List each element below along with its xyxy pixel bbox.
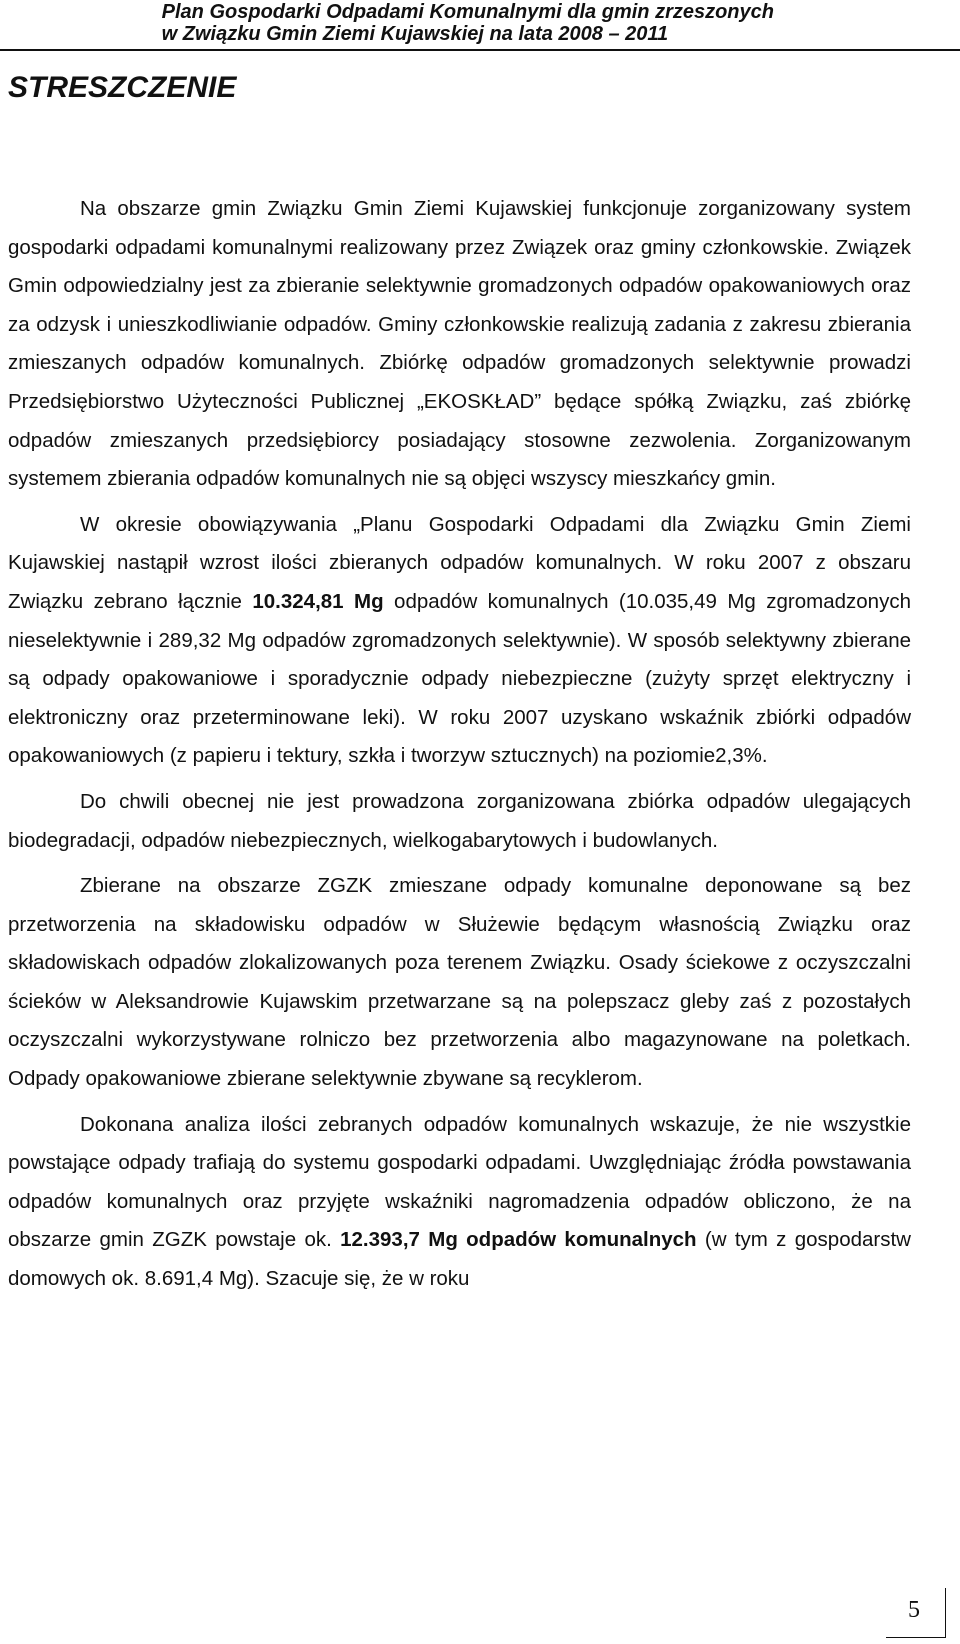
- paragraph-5-text-a: Dokonana analiza ilości zebranych odpadów komunalnych wskazuje, że nie wszystkie powstające odpady trafiają do systemu gospodarki odpadami. Uwzględniając źródła powstawania odpadów komunalnych oraz przyjęte wskaźniki nagromadzenia odpadów obliczono, że na obszarze gmin ZGZK powstaje ok.: [8, 1112, 911, 1252]
- header-rule: [0, 49, 960, 51]
- running-header: [0, 0, 960, 50]
- paragraph-4: [8, 867, 911, 1099]
- paragraph-3-text: Do chwili obecnej nie jest prowadzona zorganizowana zbiórka odpadów ulegających biodegradacji, odpadów niebezpiecznych, wielkogabarytowych i budowlanych.: [8, 789, 911, 852]
- header-title: [162, 1, 774, 45]
- paragraph-3: [8, 783, 911, 860]
- paragraph-2: [8, 506, 911, 776]
- document-body: [8, 190, 911, 1299]
- paragraph-2-text-b: odpadów komunalnych (10.035,49 Mg zgromadzonych nieselektywnie i 289,32 Mg odpadów zgromadzonych selektywnie). W sposób selektywny zbierane są odpady opakowaniowe i sporadycznie odpady niebezpieczne (zużyty sprzęt elektryczny i elektroniczny oraz przeterminowane leki). W roku 2007 uzyskano wskaźnik zbiórki odpadów opakowaniowych (z papieru i tektury, szkła i tworzyw sztucznych) na poziomie2,3%.: [8, 589, 911, 768]
- section-title: STRESZCZENIE: [8, 71, 237, 104]
- paragraph-1-text: Na obszarze gmin Związku Gmin Ziemi Kujawskiej funkcjonuje zorganizowany system gospodarki odpadami komunalnymi realizowany przez Związek oraz gminy członkowskie. Związek Gmin odpowiedzialny jest za zbieranie selektywnie gromadzonych odpadów opakowaniowych oraz za odzysk i unieszkodliwianie odpadów. Gminy członkowskie realizują zadania z zakresu zbierania zmieszanych odpadów komunalnych. Zbiórkę odpadów gromadzonych selektywnie prowadzi Przedsiębiorstwo Użyteczności Publicznej „EKOSKŁAD” będące spółką Związku, zaś zbiórkę odpadów zmieszanych przedsiębiorcy posiadający stosowne zezwolenia. Zorganizowanym systemem zbierania odpadów komunalnych nie są objęci wszyscy mieszkańcy gmin.: [8, 197, 911, 491]
- header-line-2: w Związku Gmin Ziemi Kujawskiej na lata 2008 – 2011: [161, 23, 669, 45]
- corner-rule-horizontal: [886, 1637, 946, 1638]
- paragraph-4-text: Zbierane na obszarze ZGZK zmieszane odpady komunalne deponowane są bez przetworzenia na składowisku odpadów w Służewie będącym własnością Związku oraz składowiskach odpadów zlokalizowanych poza terenem Związku. Osady ściekowe z oczyszczalni ścieków w Aleksandrowie Kujawskim przetwarzane są na polepszacz gleby zaś z pozostałych oczyszczalni wykorzystywane rolniczo bez przetworzenia albo magazynowane na poletkach. Odpady opakowaniowe zbierane selektywnie zbywane są recyklerom.: [8, 874, 911, 1091]
- header-line-1: Plan Gospodarki Odpadami Komunalnymi dla gmin zrzeszonych: [161, 1, 774, 23]
- paragraph-5-text-b: (w tym z gospodarstw domowych ok. 8.691,4 Mg). Szacuje się, że w roku: [8, 1228, 911, 1291]
- paragraph-5: [8, 1106, 911, 1299]
- paragraph-5-bold: 12.393,7 Mg odpadów komunalnych: [340, 1228, 697, 1252]
- paragraph-2-bold: 10.324,81 Mg: [252, 589, 384, 613]
- corner-rule-vertical: [945, 1588, 946, 1638]
- paragraph-1: [8, 190, 911, 499]
- page-number: 5: [908, 1597, 920, 1623]
- paragraph-2-text-a: W okresie obowiązywania „Planu Gospodarki Odpadami dla Związku Gmin Ziemi Kujawskiej nastąpił wzrost ilości zbieranych odpadów komunalnych. W roku 2007 z obszaru Związku zebrano łącznie: [8, 512, 911, 613]
